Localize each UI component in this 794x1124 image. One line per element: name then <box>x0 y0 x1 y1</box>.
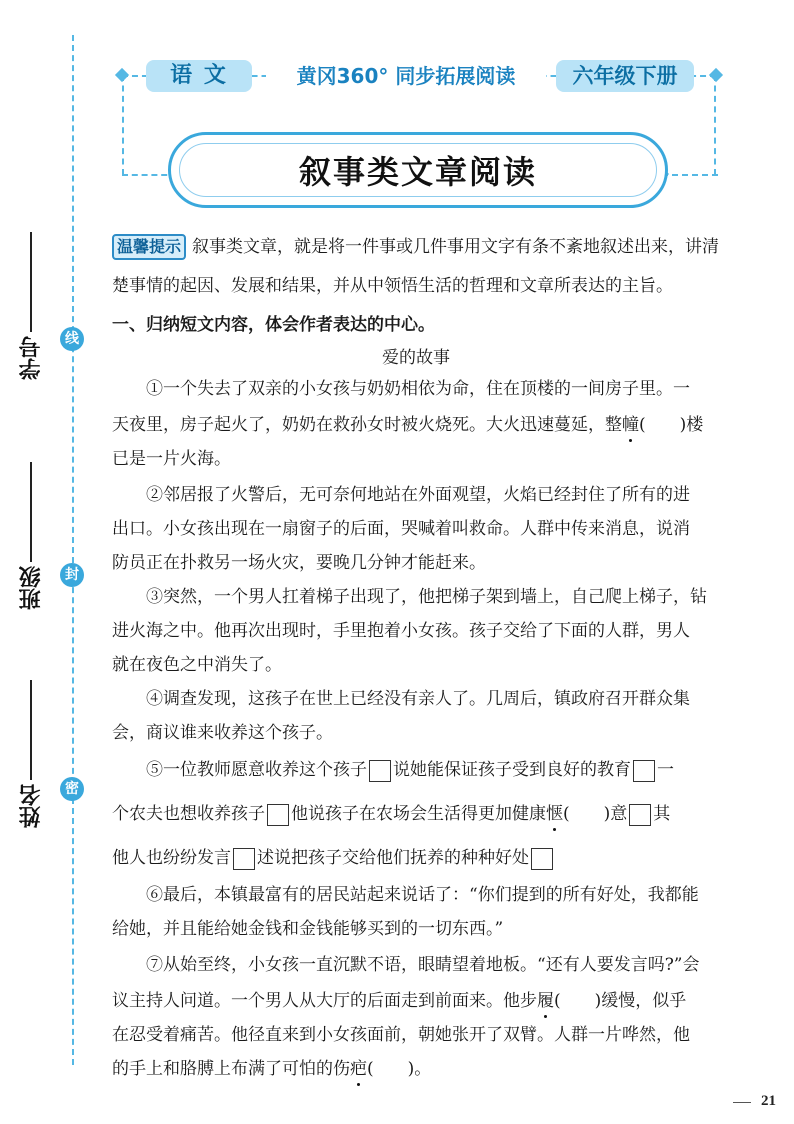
punctuation-box[interactable] <box>629 804 651 826</box>
section-heading: 一、归纳短文内容，体会作者表达的中心。 <box>112 315 435 335</box>
text: 一 <box>657 760 674 780</box>
punctuation-box[interactable] <box>531 848 553 870</box>
punctuation-box[interactable] <box>267 804 289 826</box>
paragraph-6-line-2: 给她，并且能给她金钱和金钱能够买到的一切东西。” <box>112 919 504 939</box>
paragraph-7-line-1: ⑦从始至终，小女孩一直沉默不语，眼睛望着地板。“还有人要发言吗?”会 <box>146 955 700 975</box>
tip-line-1 <box>112 232 719 260</box>
binding-mark-secret: 密 <box>60 777 84 801</box>
binding-dashed-line <box>72 35 74 1065</box>
text: ⑤一位教师愿意收养这个孩子 <box>146 760 367 780</box>
paragraph-3-line-3: 就在夜色之中消失了。 <box>112 655 282 675</box>
text: 他说孩子在农场会生活得更加健康 <box>291 804 546 824</box>
text: 议主持人问道。一个男人从大厅的后面走到前面来。他步 <box>112 991 537 1011</box>
answer-blank[interactable]: ( )缓慢，似乎 <box>554 991 687 1011</box>
answer-blank[interactable]: ( )意 <box>563 804 628 824</box>
student-number-label: 学号 <box>18 336 44 380</box>
paragraph-1-line-3: 已是一片火海。 <box>112 449 231 469</box>
tip-badge: 温馨提示 <box>112 234 186 260</box>
class-underline[interactable] <box>30 462 32 562</box>
punctuation-box[interactable] <box>633 760 655 782</box>
paragraph-7-line-4 <box>112 1054 431 1079</box>
page-number: 21 <box>761 1093 776 1109</box>
dotted-char: 疤 <box>350 1059 367 1079</box>
paragraph-7-line-3: 在忍受着痛苦。他径直来到小女孩面前，朝她张开了双臂。人群一片哗然，他 <box>112 1025 690 1045</box>
name-underline[interactable] <box>30 680 32 780</box>
paragraph-1-line-1: ①一个失去了双亲的小女孩与奶奶相依为命，住在顶楼的一间房子里。一 <box>146 379 690 399</box>
text: 述说把孩子交给他们抚养的种种好处 <box>257 848 529 868</box>
binding-mark-seal: 封 <box>60 563 84 587</box>
dotted-char: 惬 <box>546 804 563 824</box>
header-frame-bottom-right <box>662 174 718 176</box>
name-label: 姓名 <box>18 784 44 828</box>
paragraph-5-line-3 <box>112 843 555 870</box>
paragraph-1-line-2 <box>112 410 703 435</box>
tip-line-2: 楚事情的起因、发展和结果，并从中领悟生活的哲理和文章所表达的主旨。 <box>112 276 673 296</box>
paragraph-3-line-2: 进火海之中。他再次出现时，手里抱着小女孩。孩子交给了下面的人群，男人 <box>112 621 690 641</box>
text: 个农夫也想收养孩子 <box>112 804 265 824</box>
paragraph-6-line-1: ⑥最后，本镇最富有的居民站起来说话了：“你们提到的所有好处，我都能 <box>146 885 699 905</box>
dotted-char: 幢 <box>622 415 639 435</box>
tip-text-1: 叙事类文章，就是将一件事或几件事用文字有条不紊地叙述出来，讲清 <box>192 237 720 257</box>
paragraph-2-line-1: ②邻居报了火警后，无可奈何地站在外面观望，火焰已经封住了所有的进 <box>146 485 690 505</box>
paragraph-2-line-3: 防员正在扑救另一场火灾，要晚几分钟才能赶来。 <box>112 553 486 573</box>
subject-badge: 语 文 <box>146 60 252 92</box>
paragraph-5-line-2 <box>112 799 670 826</box>
text: 天夜里，房子起火了，奶奶在救孙女时被火烧死。大火迅速蔓延，整 <box>112 415 622 435</box>
dotted-char: 履 <box>537 991 554 1011</box>
paragraph-5-line-1 <box>146 755 674 782</box>
page-title-box <box>168 132 668 208</box>
punctuation-box[interactable] <box>369 760 391 782</box>
page-number-dash <box>733 1102 751 1103</box>
story-title: 爱的故事 <box>382 348 450 368</box>
class-label: 班级 <box>18 566 44 610</box>
series-title: 黄冈360° 同步拓展阅读 <box>266 60 546 92</box>
answer-blank[interactable]: ( )楼 <box>639 415 704 435</box>
class-field[interactable] <box>8 462 54 610</box>
binding-mark-line: 线 <box>60 327 84 351</box>
punctuation-box[interactable] <box>233 848 255 870</box>
text: 他人也纷纷发言 <box>112 848 231 868</box>
paragraph-7-line-2 <box>112 986 686 1011</box>
paragraph-4-line-2: 会，商议谁来收养这个孩子。 <box>112 723 333 743</box>
paragraph-3-line-1: ③突然，一个男人扛着梯子出现了，他把梯子架到墙上，自己爬上梯子，钻 <box>146 587 707 607</box>
name-field[interactable] <box>8 680 54 828</box>
answer-blank[interactable]: ( )。 <box>367 1059 432 1079</box>
student-number-field[interactable] <box>8 232 54 380</box>
student-number-underline[interactable] <box>30 232 32 332</box>
grade-badge: 六年级下册 <box>556 60 694 92</box>
text: 其 <box>653 804 671 824</box>
page-title: 叙事类文章阅读 <box>179 143 657 197</box>
paragraph-2-line-2: 出口。小女孩出现在一扇窗子的后面，哭喊着叫救命。人群中传来消息，说消 <box>112 519 690 539</box>
text: 的手上和胳膊上布满了可怕的伤 <box>112 1059 350 1079</box>
paragraph-4-line-1: ④调查发现，这孩子在世上已经没有亲人了。几周后，镇政府召开群众集 <box>146 689 690 709</box>
text: 说她能保证孩子受到良好的教育 <box>393 760 631 780</box>
